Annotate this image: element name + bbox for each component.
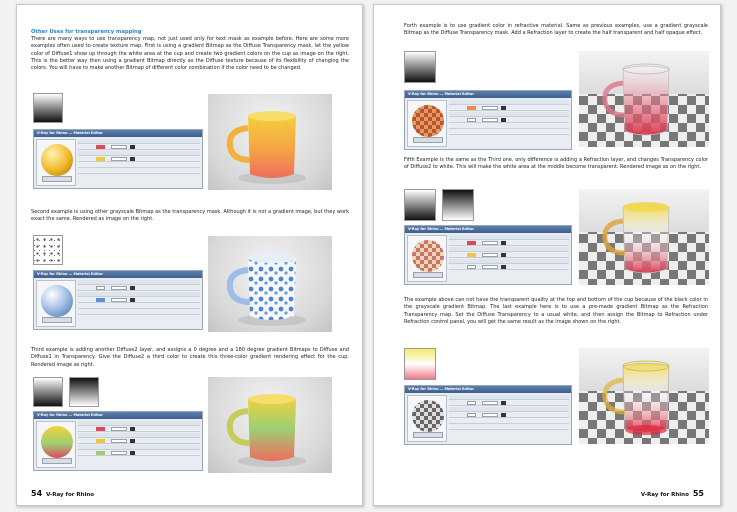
editor-preview-pane [36,421,76,468]
right-footer [641,489,704,498]
update-preview-button[interactable] [413,432,443,438]
update-preview-button[interactable] [413,272,443,278]
running-title: V-Ray for Rhino [46,492,95,498]
update-preview-button[interactable] [42,176,72,182]
cup-3-icon [208,377,332,473]
editor-preview-pane [407,395,447,442]
material-preview-sphere-icon [412,240,444,272]
page-number: 54 [31,489,43,498]
editor-settings-pane [78,280,200,327]
render-cup-2 [208,236,332,332]
cup-4-icon [579,51,709,147]
color-gradient-swatch [404,348,436,380]
cup-1-icon [208,94,332,190]
material-preview-sphere-icon [412,400,444,432]
editor-preview-pane [407,100,447,147]
update-preview-button[interactable] [42,317,72,323]
render-cup-6 [579,348,709,444]
page-number: 55 [692,489,704,498]
paragraph-3: Third example is adding another Diffuse2 layer, and assigns a 0 degree and a 180 degree gradient Bitmaps to Diffuse and Diffuse1 in Transparency. Give the Diffuse2 a third color to create this three-color gradient rendering effect for the cup. Rendered image as right. [31,347,349,368]
material-preview-sphere-icon [41,144,73,176]
editor-settings-pane [78,421,200,468]
editor-settings-pane [449,235,569,282]
editor-settings-pane [78,139,200,186]
material-editor-panel [33,411,203,471]
render-cup-5 [579,189,709,285]
gradient-swatch [404,51,436,83]
render-cup-1 [208,94,332,190]
update-preview-button[interactable] [413,137,443,143]
running-title: V-Ray for Rhino [640,492,689,498]
material-preview-sphere-icon [412,105,444,137]
material-editor-panel [33,129,203,189]
editor-settings-pane [449,395,569,442]
material-editor-panel [404,385,572,445]
material-preview-sphere-icon [41,285,73,317]
gradient-swatch [33,93,63,123]
right-page [373,4,721,506]
editor-titlebar: V-Ray for Rhino — Material Editor [405,386,571,393]
noise-swatch [33,235,63,265]
left-page [16,4,363,506]
update-preview-button[interactable] [42,458,72,464]
paragraph-6: The example above can not have the transparent quality at the top and bottom of the cup because of the black color in the grayscale gradient Bitmap. The last example here is to use a pre-made gradient Bitmap as the Refraction Transparency map. Set the Diffuse Transparency to a usual white, and then assign the Bitmap to Refraction under Refraction control panel, you will get the same result as the image shown on the right. [404,297,708,325]
gradient-swatch-180deg [69,377,99,407]
paragraph-1: There are many ways to use transparency map, not just used only for text mask as example before. Here are some more examples often used to create texture map. First is using a gradient Bitmap as the Diffuse Transparency mask, let the yellow color of Diffuse1 show up through the white area at the cup and create two gradient colors on the cup as image on the right. This is the better way then using a gradient Bitmap directly as the Diffuse texture because of its flexibility of changing the colors. You will have to make another Bitmap of different color combination if the color need to be changed. [31,36,349,72]
cup-6-icon [579,348,709,444]
paragraph-5: Fifth Example is the same as the Third one, only difference is adding a Refraction layer, and changes Transparency color of Diffuse2 to white. This will make the white area at the middle become transparent. Rendered image as on the right. [404,157,708,171]
editor-titlebar: V-Ray for Rhino — Material Editor [34,130,202,137]
editor-titlebar: V-Ray for Rhino — Material Editor [34,412,202,419]
cup-2-icon [208,236,332,332]
cup-5-icon [579,189,709,285]
editor-preview-pane [407,235,447,282]
render-cup-4 [579,51,709,147]
material-editor-panel [404,90,572,150]
material-editor-panel [404,225,572,285]
editor-titlebar: V-Ray for Rhino — Material Editor [405,226,571,233]
gradient-swatch-180deg [442,189,474,221]
editor-titlebar: V-Ray for Rhino — Material Editor [405,91,571,98]
gradient-swatch-0deg [33,377,63,407]
paragraph-4: Forth example is to use gradient color in refractive material. Same as previous examples, use a gradient grayscale Bitmap as the Diffuse Transparency mask. Add a Refraction layer to create the half transparent and half opaque effect. [404,23,708,37]
render-cup-3 [208,377,332,473]
editor-titlebar: V-Ray for Rhino — Material Editor [34,271,202,278]
material-preview-sphere-icon [41,426,73,458]
section-heading: Other Uses for transparency mapping [31,29,142,35]
material-editor-panel [33,270,203,330]
editor-settings-pane [449,100,569,147]
editor-preview-pane [36,280,76,327]
left-footer [31,489,94,498]
gradient-swatch-0deg [404,189,436,221]
editor-preview-pane [36,139,76,186]
paragraph-2: Second example is using other grayscale Bitmap as the transparency mask. Although it is not a gradient image, but they work exact the same. Rendered as image on the right. [31,209,349,223]
